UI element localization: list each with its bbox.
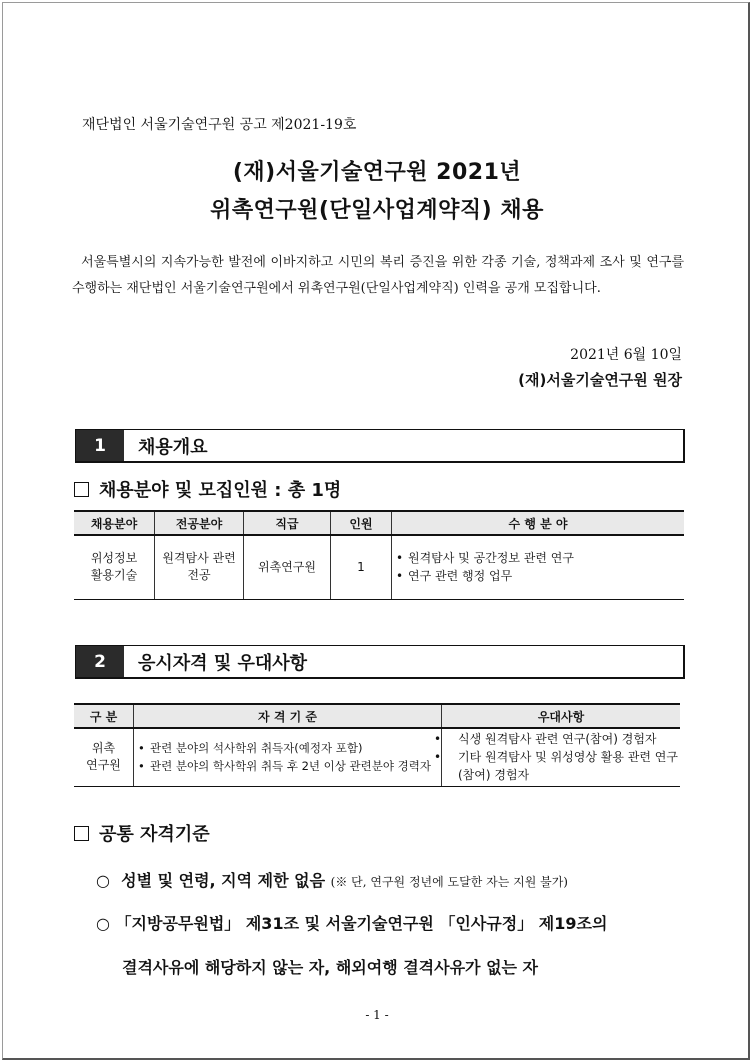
cell-duties <box>392 535 685 599</box>
preference-list <box>434 730 680 784</box>
criteria-item-2-line1: 「지방공무원법」 제31조 및 서울기술연구원 「인사규정」 제19조의 <box>115 914 608 933</box>
section-1-title: 채용개요 <box>138 436 208 458</box>
cell-count: 1 <box>331 535 392 599</box>
cell-field <box>74 535 155 599</box>
criteria-item-1-text: 성별 및 연령, 지역 제한 없음 <box>121 871 326 890</box>
circle-bullet-icon: ○ <box>96 914 110 933</box>
cell-type-line2: 연구원 <box>86 758 121 773</box>
table-row <box>74 535 684 599</box>
section-2-number: 2 <box>76 646 124 677</box>
cell-type <box>74 728 134 786</box>
duty-text: 원격탐사 및 공간정보 관련 연구 <box>408 551 574 566</box>
table-header-row <box>74 704 680 728</box>
notice-number: 재단법인 서울기술연구원 공고 제2021-19호 <box>82 117 357 133</box>
cell-major-line2: 전공 <box>187 568 211 583</box>
section-2-title: 응시자격 및 우대사항 <box>138 652 308 674</box>
intro-paragraph <box>72 250 684 302</box>
criteria-item-2-line2: 결격사유에 해당하지 않는 자, 해외여행 결격사유가 없는 자 <box>122 958 539 977</box>
qualification-table <box>74 703 680 787</box>
cell-preference <box>434 728 681 786</box>
cell-criteria <box>134 728 442 786</box>
section-1-subtitle-text: 채용분야 및 모집인원 : 총 1명 <box>99 480 342 501</box>
preference-text: 식생 원격탐사 관련 연구(참여) 경험자 <box>458 732 657 747</box>
list-item: • 연구 관련 행정 업무 <box>396 569 513 584</box>
cell-major-line1: 원격탐사 관련 <box>162 551 236 566</box>
header-criteria: 자 격 기 준 <box>134 704 442 728</box>
duty-text: 연구 관련 행정 업무 <box>408 569 513 584</box>
header-type: 구 분 <box>74 704 134 728</box>
page-number: - 1 - <box>365 1008 389 1022</box>
header-rank: 직급 <box>244 511 331 535</box>
header-major: 전공분야 <box>155 511 244 535</box>
criteria-text: 관련 분야의 석사학위 취득자(예정자 포함) <box>150 741 363 756</box>
header-duties: 수 행 분 야 <box>392 511 685 535</box>
title-line-2: 위촉연구원(단일사업계약직) 채용 <box>210 198 544 223</box>
checkbox-square-icon <box>74 482 89 497</box>
notice-date: 2021년 6월 10일 <box>570 347 682 363</box>
section-1-subtitle <box>74 476 341 502</box>
common-criteria-title-text: 공통 자격기준 <box>99 824 210 845</box>
criteria-text: 관련 분야의 학사학위 취득 후 2년 이상 관련분야 경력자 <box>150 759 431 774</box>
issuer: (재)서울기술연구원 원장 <box>518 371 682 389</box>
intro-text: 서울특별시의 지속가능한 발전에 이바지하고 시민의 복리 증진을 위한 각종 기술, 정책과제 조사 및 연구를 수행하는 재단법인 서울기술연구원에서 위촉연구원(단일사업계약직) 인력을 공개 모집합니다. <box>72 255 685 296</box>
header-field: 채용분야 <box>74 511 155 535</box>
title-line-1: (재)서울기술연구원 2021년 <box>232 160 522 185</box>
list-item: • 관련 분야의 학사학위 취득 후 2년 이상 관련분야 경력자 <box>138 759 431 774</box>
table-header-row <box>74 511 684 535</box>
cell-field-line2: 활용기술 <box>90 568 138 583</box>
preference-text: 기타 원격탐사 및 위성영상 활용 관련 연구(참여) 경험자 <box>458 750 678 783</box>
cell-type-line1: 위촉 <box>91 741 116 756</box>
criteria-item-2 <box>96 911 607 934</box>
recruitment-table <box>74 510 684 600</box>
duties-list <box>392 549 684 585</box>
list-item: • 식생 원격탐사 관련 연구(참여) 경험자 <box>434 732 657 747</box>
table-row <box>74 728 680 786</box>
header-preference: 우대사항 <box>442 704 681 728</box>
cell-major <box>155 535 244 599</box>
list-item: • 원격탐사 및 공간정보 관련 연구 <box>396 551 574 566</box>
section-1-number: 1 <box>76 430 124 461</box>
section-1-header <box>75 429 685 463</box>
circle-bullet-icon: ○ <box>96 871 110 890</box>
criteria-item-1-note: (※ 단, 연구원 정년에 도달한 자는 지원 불가) <box>330 875 568 889</box>
cell-rank: 위촉연구원 <box>244 535 331 599</box>
list-item: • 관련 분야의 석사학위 취득자(예정자 포함) <box>138 741 363 756</box>
checkbox-square-icon <box>74 826 89 841</box>
common-criteria-title <box>74 820 210 846</box>
cell-field-line1: 위성정보 <box>90 551 138 566</box>
header-count: 인원 <box>331 511 392 535</box>
section-2-header <box>75 645 685 679</box>
criteria-item-1 <box>96 868 568 891</box>
list-item: • 기타 원격탐사 및 위성영상 활용 관련 연구(참여) 경험자 <box>434 750 678 783</box>
criteria-list <box>134 739 441 775</box>
